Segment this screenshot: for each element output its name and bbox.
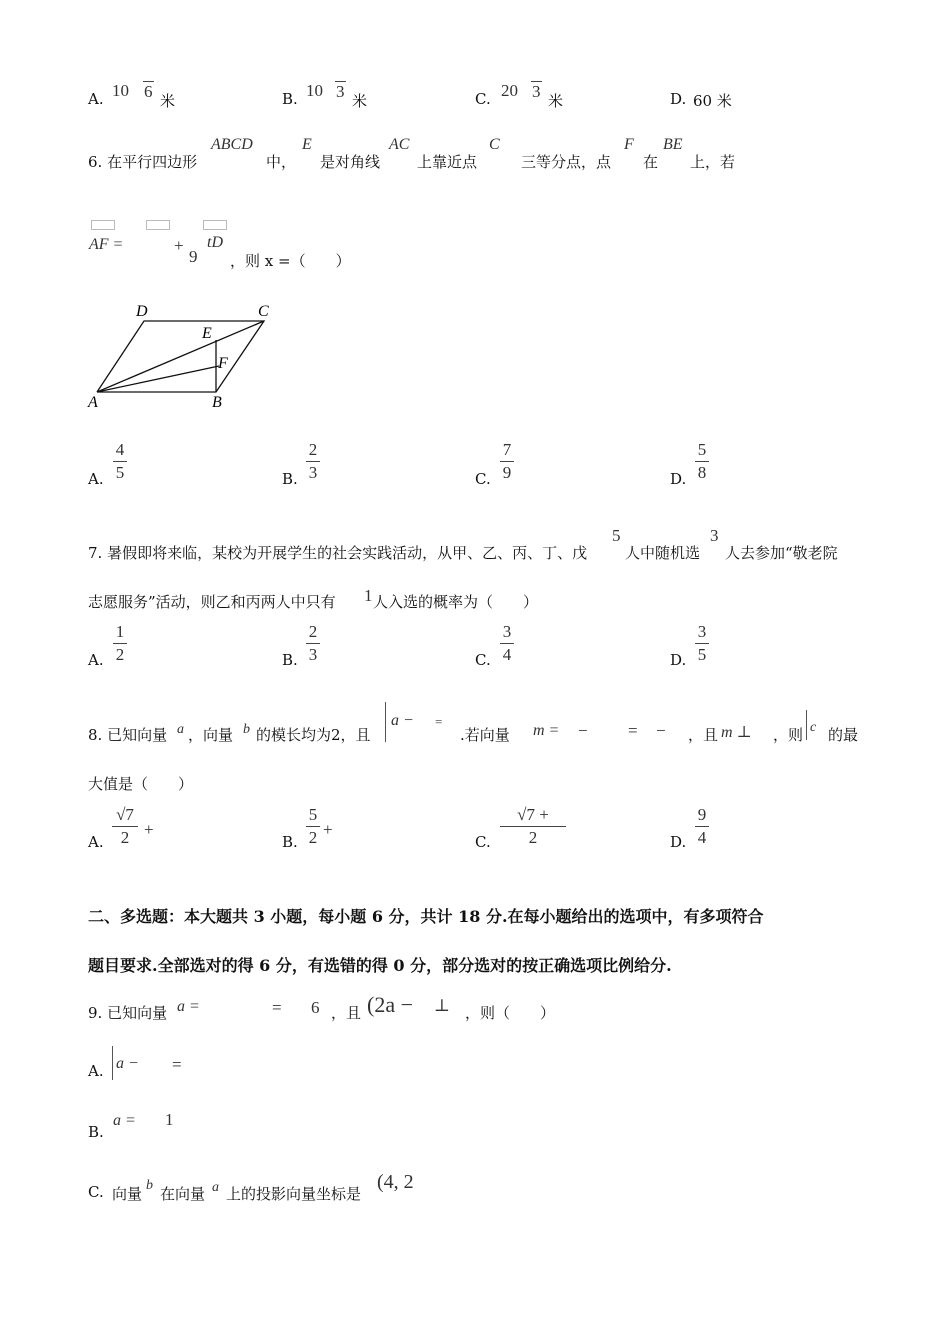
q7-option-a-letter: A. <box>88 651 104 669</box>
q6-equation-plus: + <box>174 236 184 255</box>
denominator: 4 <box>697 828 707 847</box>
vector-arrow-icon <box>146 220 170 230</box>
fig-label-c: C <box>258 303 269 320</box>
q6-text-6: 在 <box>643 153 659 171</box>
q9-option-c-b: b <box>146 1178 153 1193</box>
q6-abcd: ABCD <box>211 136 253 153</box>
q6-text-7: 上，若 <box>690 153 736 171</box>
fig-label-d: D <box>136 303 148 320</box>
numerator: 1 <box>115 622 125 641</box>
q9-paren-expr: (2a − <box>367 992 413 1017</box>
q8-text-5: ，且 <box>688 726 719 744</box>
numerator: 3 <box>502 622 512 641</box>
q8-text-4: .若向量 <box>460 726 510 744</box>
numerator: 3 <box>697 622 707 641</box>
numerator: 5 <box>308 805 318 824</box>
q7-text-3: 人去参加“敬老院 <box>725 544 838 562</box>
q6-option-a-letter: A. <box>88 470 104 488</box>
q9-text-1: 9. 已知向量 <box>88 1004 168 1022</box>
q5-option-c-coef: 20 <box>501 81 518 100</box>
q9-option-c-letter: C. <box>88 1183 104 1201</box>
q7-num-1: 1 <box>364 586 373 605</box>
q7-text-line2a: 志愿服务”活动，则乙和丙两人中只有 <box>88 593 336 611</box>
q5-option-b-letter: B. <box>282 90 298 108</box>
q7-option-d-fraction <box>695 622 709 665</box>
q9-option-c-text-3: 上的投影向量坐标是 <box>226 1185 362 1203</box>
q7-option-c-fraction <box>500 622 514 665</box>
denominator: 2 <box>115 645 125 664</box>
q9-a-equals: a = <box>177 998 200 1015</box>
q7-option-d-letter: D. <box>670 651 687 669</box>
q6-equation-tail: ，则 x =（ ） <box>230 252 351 270</box>
q5-option-d-text: 60 米 <box>693 92 732 110</box>
q6-option-a-fraction <box>113 440 127 483</box>
q8-text-6: ，则 <box>773 726 804 744</box>
fig-label-e: E <box>202 325 212 342</box>
q8-option-a-plus: + <box>144 820 154 839</box>
q8-text-7: 的最 <box>828 726 859 744</box>
q6-text-1: 6. 在平行四边形 <box>88 153 198 171</box>
q7-text-1: 7. 暑假即将来临，某校为开展学生的社会实践活动，从甲、乙、丙、丁、戊 <box>88 544 588 562</box>
q8-vector-b: b <box>243 722 250 737</box>
numerator: 2 <box>308 440 318 459</box>
abs-bar-icon <box>806 710 807 740</box>
q6-equation-af: AF = <box>89 236 124 253</box>
numerator: 9 <box>697 805 707 824</box>
q8-text-1: 8. 已知向量 <box>88 726 168 744</box>
q5-option-b-coef: 10 <box>306 81 323 100</box>
q8-option-d-fraction <box>695 805 709 848</box>
denominator: 9 <box>502 463 512 482</box>
q9-equals: = <box>272 998 282 1017</box>
q9-option-c-text-1: 向量 <box>112 1185 143 1203</box>
numerator: √7 + <box>517 805 549 824</box>
q6-e: E <box>302 136 312 153</box>
q8-option-b-fraction <box>306 805 320 848</box>
q6-text-5: 三等分点，点 <box>521 153 612 171</box>
q9-option-a-letter: A. <box>88 1062 104 1080</box>
q8-abs-a-minus: a − <box>391 712 414 729</box>
q7-text-line2b: 人入选的概率为（ ） <box>373 593 539 611</box>
q8-text-line2: 大值是（ ） <box>88 775 194 793</box>
q5-option-a-unit: 米 <box>160 92 176 110</box>
q9-perp: ⊥ <box>434 996 450 1015</box>
q6-equation-ad: tD <box>207 234 223 251</box>
q8-dash-2: − <box>656 721 666 740</box>
q7-option-c-letter: C. <box>475 651 491 669</box>
q8-option-c-letter: C. <box>475 833 491 851</box>
fig-label-f: F <box>218 355 228 372</box>
q9-option-b-letter: B. <box>88 1123 104 1141</box>
q6-c: C <box>489 136 500 153</box>
numerator: 4 <box>115 440 125 459</box>
q9-option-a-expr: a − <box>116 1055 139 1072</box>
q5-option-a-letter: A. <box>88 90 104 108</box>
q6-be: BE <box>663 136 683 153</box>
q5-option-b-radicand: 3 <box>336 82 345 101</box>
q7-text-2: 人中随机选 <box>625 544 701 562</box>
denominator: 2 <box>308 828 318 847</box>
q8-dash-1: − <box>578 721 588 740</box>
q9-text-3: ，则（ ） <box>465 1004 556 1022</box>
q9-option-c-a: a <box>212 1180 219 1195</box>
q8-option-c-fraction <box>500 805 566 848</box>
denominator: 5 <box>115 463 125 482</box>
q8-option-b-letter: B. <box>282 833 298 851</box>
q5-option-c-radicand: 3 <box>532 82 541 101</box>
q7-option-b-fraction <box>306 622 320 665</box>
q6-option-d-fraction <box>695 440 709 483</box>
q8-option-a-fraction <box>112 805 138 848</box>
q8-option-d-letter: D. <box>670 833 687 851</box>
q6-text-4: 上靠近点 <box>417 153 478 171</box>
denominator: 3 <box>308 645 318 664</box>
q6-option-b-fraction <box>306 440 320 483</box>
q8-abs-c: c <box>810 720 817 735</box>
numerator: 7 <box>502 440 512 459</box>
abs-bar-icon <box>385 702 386 742</box>
q7-num-5: 5 <box>612 526 621 545</box>
q9-text-2: ，且 <box>331 1004 362 1022</box>
q6-f: F <box>624 136 634 153</box>
abs-bar-icon <box>112 1046 113 1080</box>
q5-option-c-unit: 米 <box>548 92 564 110</box>
q6-text-2: 中， <box>266 153 297 171</box>
q9-option-b-expr: a = <box>113 1112 136 1129</box>
q8-option-b-plus: + <box>323 820 333 839</box>
q8-text-3: 的模长均为2，且 <box>256 726 371 744</box>
denominator: 3 <box>308 463 318 482</box>
q8-option-a-letter: A. <box>88 833 104 851</box>
section-2-line-1: 二、多选题：本大题共 3 小题，每小题 6 分，共计 18 分.在每小题给出的选项中，有多项符合 <box>88 907 764 926</box>
q6-option-d-letter: D. <box>670 470 687 488</box>
q6-ac: AC <box>389 136 410 153</box>
denominator: 5 <box>697 645 707 664</box>
q5-option-b-unit: 米 <box>352 92 368 110</box>
q9-option-b-one: 1 <box>165 1110 174 1129</box>
q8-vector-a: a <box>177 722 184 737</box>
q5-option-c-letter: C. <box>475 90 491 108</box>
q9-option-a-equals: = <box>172 1055 182 1074</box>
q5-option-d-letter: D. <box>670 90 687 108</box>
vector-arrow-icon <box>203 220 227 230</box>
numerator: 5 <box>697 440 707 459</box>
denominator: 4 <box>502 645 512 664</box>
fig-label-b: B <box>212 394 222 411</box>
q8-equals: = <box>435 714 443 729</box>
q6-text-3: 是对角线 <box>320 153 381 171</box>
denominator: 2 <box>120 828 130 847</box>
q7-num-3: 3 <box>710 526 719 545</box>
q8-equals-2: = <box>628 721 638 740</box>
q7-option-a-fraction <box>113 622 127 665</box>
q8-m-equals: m = <box>533 722 560 739</box>
denominator: 2 <box>528 828 538 847</box>
q5-option-a-radicand: 6 <box>144 82 153 101</box>
q9-option-c-coord: (4, 2 <box>377 1171 414 1193</box>
numerator: 2 <box>308 622 318 641</box>
parallelogram-figure <box>80 300 290 415</box>
q8-m-perp: m ⊥ <box>721 724 752 741</box>
q5-option-a-coef: 10 <box>112 81 129 100</box>
section-2-line-2: 题目要求.全部选对的得 6 分，有选错的得 0 分，部分选对的按正确选项比例给分. <box>88 956 672 975</box>
q8-text-2: ，向量 <box>188 726 234 744</box>
fig-label-a: A <box>88 394 98 411</box>
denominator: 8 <box>697 463 707 482</box>
q9-six: 6 <box>311 998 320 1017</box>
q9-option-c-text-2: 在向量 <box>160 1185 206 1203</box>
q6-option-c-letter: C. <box>475 470 491 488</box>
numerator: √7 <box>116 805 134 824</box>
q6-option-b-letter: B. <box>282 470 298 488</box>
q6-equation-9: 9 <box>189 247 198 266</box>
q7-option-b-letter: B. <box>282 651 298 669</box>
q6-option-c-fraction <box>500 440 514 483</box>
vector-arrow-icon <box>91 220 115 230</box>
